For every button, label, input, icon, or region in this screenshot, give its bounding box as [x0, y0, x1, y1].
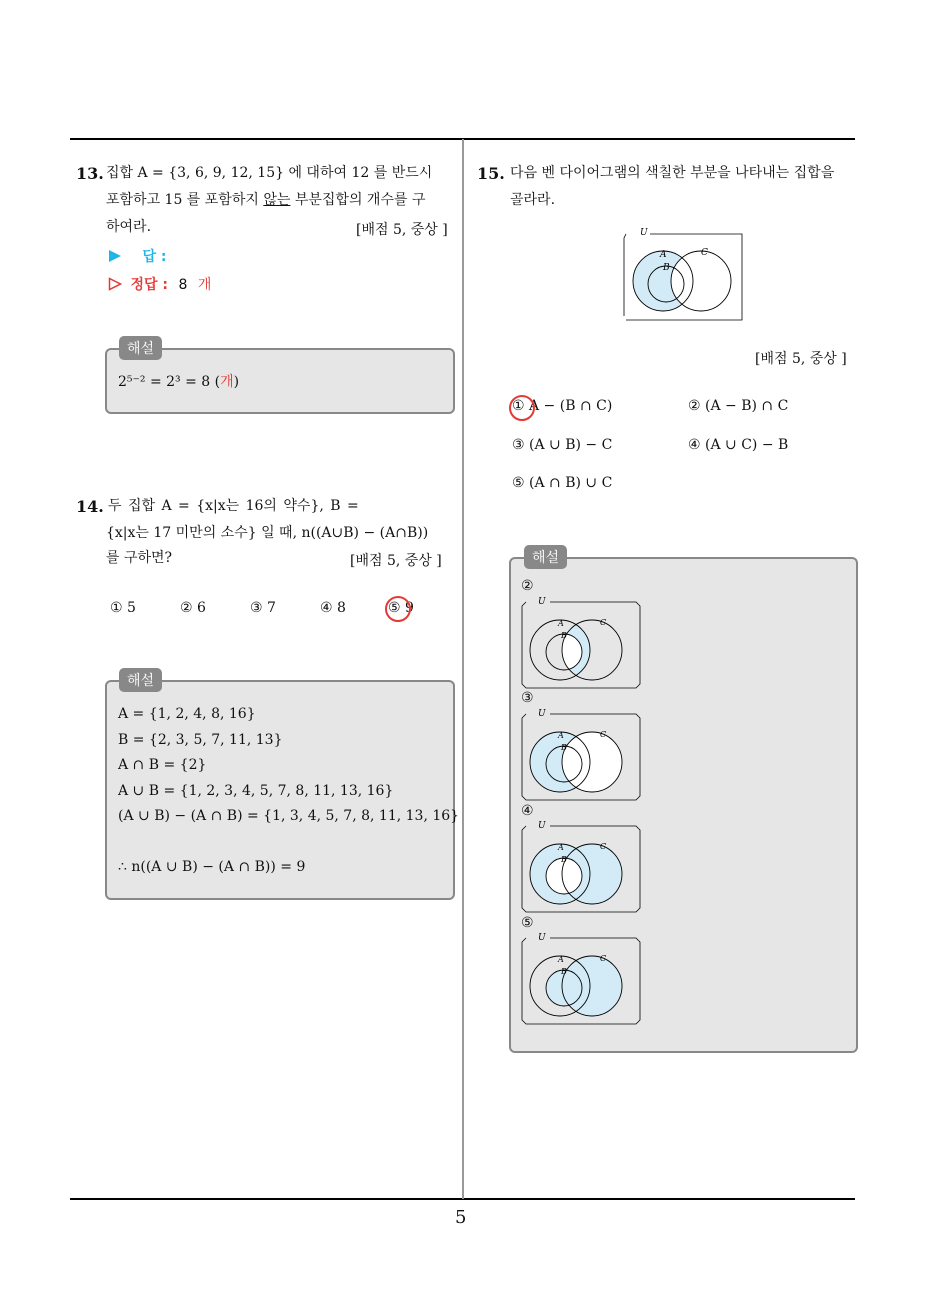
question-text-line: 다음 벤 다이어그램의 색칠한 부분을 나타내는 집합을	[510, 165, 835, 181]
svg-text:B: B	[561, 855, 567, 864]
question-number: 14.	[76, 497, 104, 516]
venn-diagram-option-2	[520, 594, 644, 692]
choice-1[interactable]: ① 5	[110, 600, 136, 616]
question-number: 13.	[76, 164, 104, 183]
svg-text:B: B	[561, 743, 567, 752]
choice-2[interactable]: ② (A − B) ∩ C	[688, 398, 789, 414]
solution-line: A ∩ B = {2}	[118, 757, 207, 773]
venn-diagram-main	[620, 226, 746, 324]
solution-item-label: ③	[521, 690, 534, 706]
choice-3[interactable]: ③ (A ∪ B) − C	[512, 437, 613, 453]
correct-value: 8	[178, 277, 188, 293]
column-divider	[462, 139, 464, 1199]
svg-text:U: U	[538, 821, 546, 831]
question-number: 15.	[477, 164, 505, 183]
solution-item-label: ②	[521, 578, 534, 594]
question-text-line: 하여라.	[106, 219, 152, 235]
solution-item-label: ④	[521, 803, 534, 819]
svg-text:U: U	[538, 709, 546, 719]
score-meta: [배점 5, 중상 ]	[350, 553, 442, 569]
svg-text:U: U	[538, 933, 546, 943]
choice-4[interactable]: ④ 8	[320, 600, 346, 616]
solution-lines	[118, 702, 459, 881]
solution-line: ∴ n((A ∪ B) − (A ∩ B)) = 9	[118, 859, 306, 875]
solution-line: B = {2, 3, 5, 7, 11, 13}	[118, 731, 283, 748]
svg-text:C: C	[600, 954, 607, 963]
question-text-line: {x|x는 17 미만의 소수} 일 때, n((A∪B) − (A∩B))	[106, 525, 429, 541]
svg-text:A: A	[558, 955, 564, 964]
correct-unit: 개	[197, 277, 212, 293]
svg-text:B: B	[561, 967, 567, 976]
choice-5[interactable]: ⑤ (A ∩ B) ∪ C	[512, 475, 613, 491]
venn-label-c: C	[701, 248, 708, 258]
underlined-text: 않는	[263, 192, 291, 208]
venn-diagram-option-3	[520, 706, 644, 804]
choice-3[interactable]: ③ 7	[250, 600, 276, 616]
svg-text:A: A	[558, 731, 564, 740]
question-text-line: 골라라.	[510, 192, 556, 208]
venn-diagram-option-5	[520, 930, 644, 1028]
venn-diagram-option-4	[520, 818, 644, 916]
solution-line: (A ∪ B) − (A ∩ B) = {1, 3, 4, 5, 7, 8, 11, 13, 16}	[118, 808, 460, 824]
choice-1[interactable]: ① A − (B ∩ C)	[512, 398, 613, 414]
svg-text:U: U	[538, 597, 546, 607]
svg-text:A: A	[558, 619, 564, 628]
choice-4[interactable]: ④ (A ∪ C) − B	[688, 437, 789, 453]
solution-tag: 해설	[119, 336, 162, 360]
venn-label-a: A	[660, 250, 667, 260]
answer-mark-circle	[385, 596, 411, 622]
answer-row	[108, 246, 166, 266]
svg-text:C: C	[600, 842, 607, 851]
solution-tag: 해설	[524, 545, 567, 569]
question-text-line: 두 집합 A = {x|x는 16의 약수}, B =	[108, 498, 359, 514]
text-segment: 부분집합의 개수를 구	[290, 192, 426, 208]
svg-text:A: A	[558, 843, 564, 852]
answer-mark-circle	[509, 395, 535, 421]
solution-tag: 해설	[119, 668, 162, 692]
solution-line	[118, 830, 459, 856]
solution-line: A = {1, 2, 4, 8, 16}	[118, 706, 256, 722]
svg-text:B: B	[561, 631, 567, 640]
text-segment: 포함하고 15 를 포함하지	[106, 192, 264, 208]
question-text-line: 집합 A = {3, 6, 9, 12, 15} 에 대하여 12 를 반드시	[106, 165, 433, 181]
solution-unit: 개	[220, 374, 234, 390]
play-icon	[108, 249, 122, 263]
svg-text:C: C	[600, 618, 607, 627]
question-text-line	[106, 187, 425, 214]
choice-5[interactable]: ⑤ 9	[388, 600, 414, 616]
choice-2[interactable]: ② 6	[180, 600, 206, 616]
score-meta: [배점 5, 중상 ]	[755, 351, 847, 367]
venn-label-b: B	[663, 263, 670, 273]
correct-answer-row	[108, 274, 211, 294]
page-number: 5	[455, 1207, 467, 1228]
solution-text: )	[233, 374, 240, 390]
question-text-line: 를 구하면?	[106, 550, 173, 566]
svg-text:C: C	[600, 730, 607, 739]
solution-item-label: ⑤	[521, 915, 534, 931]
solution-expression	[118, 371, 239, 391]
correct-label: 정답 :	[130, 277, 168, 293]
outline-play-icon	[108, 277, 122, 291]
solution-line: A ∪ B = {1, 2, 3, 4, 5, 7, 8, 11, 13, 16}	[118, 782, 394, 799]
solution-text: 2⁵⁻² = 2³ = 8 (	[118, 374, 221, 390]
venn-label-u: U	[640, 228, 648, 238]
score-meta: [배점 5, 중상 ]	[356, 222, 448, 238]
answer-label: 답 :	[142, 249, 167, 265]
